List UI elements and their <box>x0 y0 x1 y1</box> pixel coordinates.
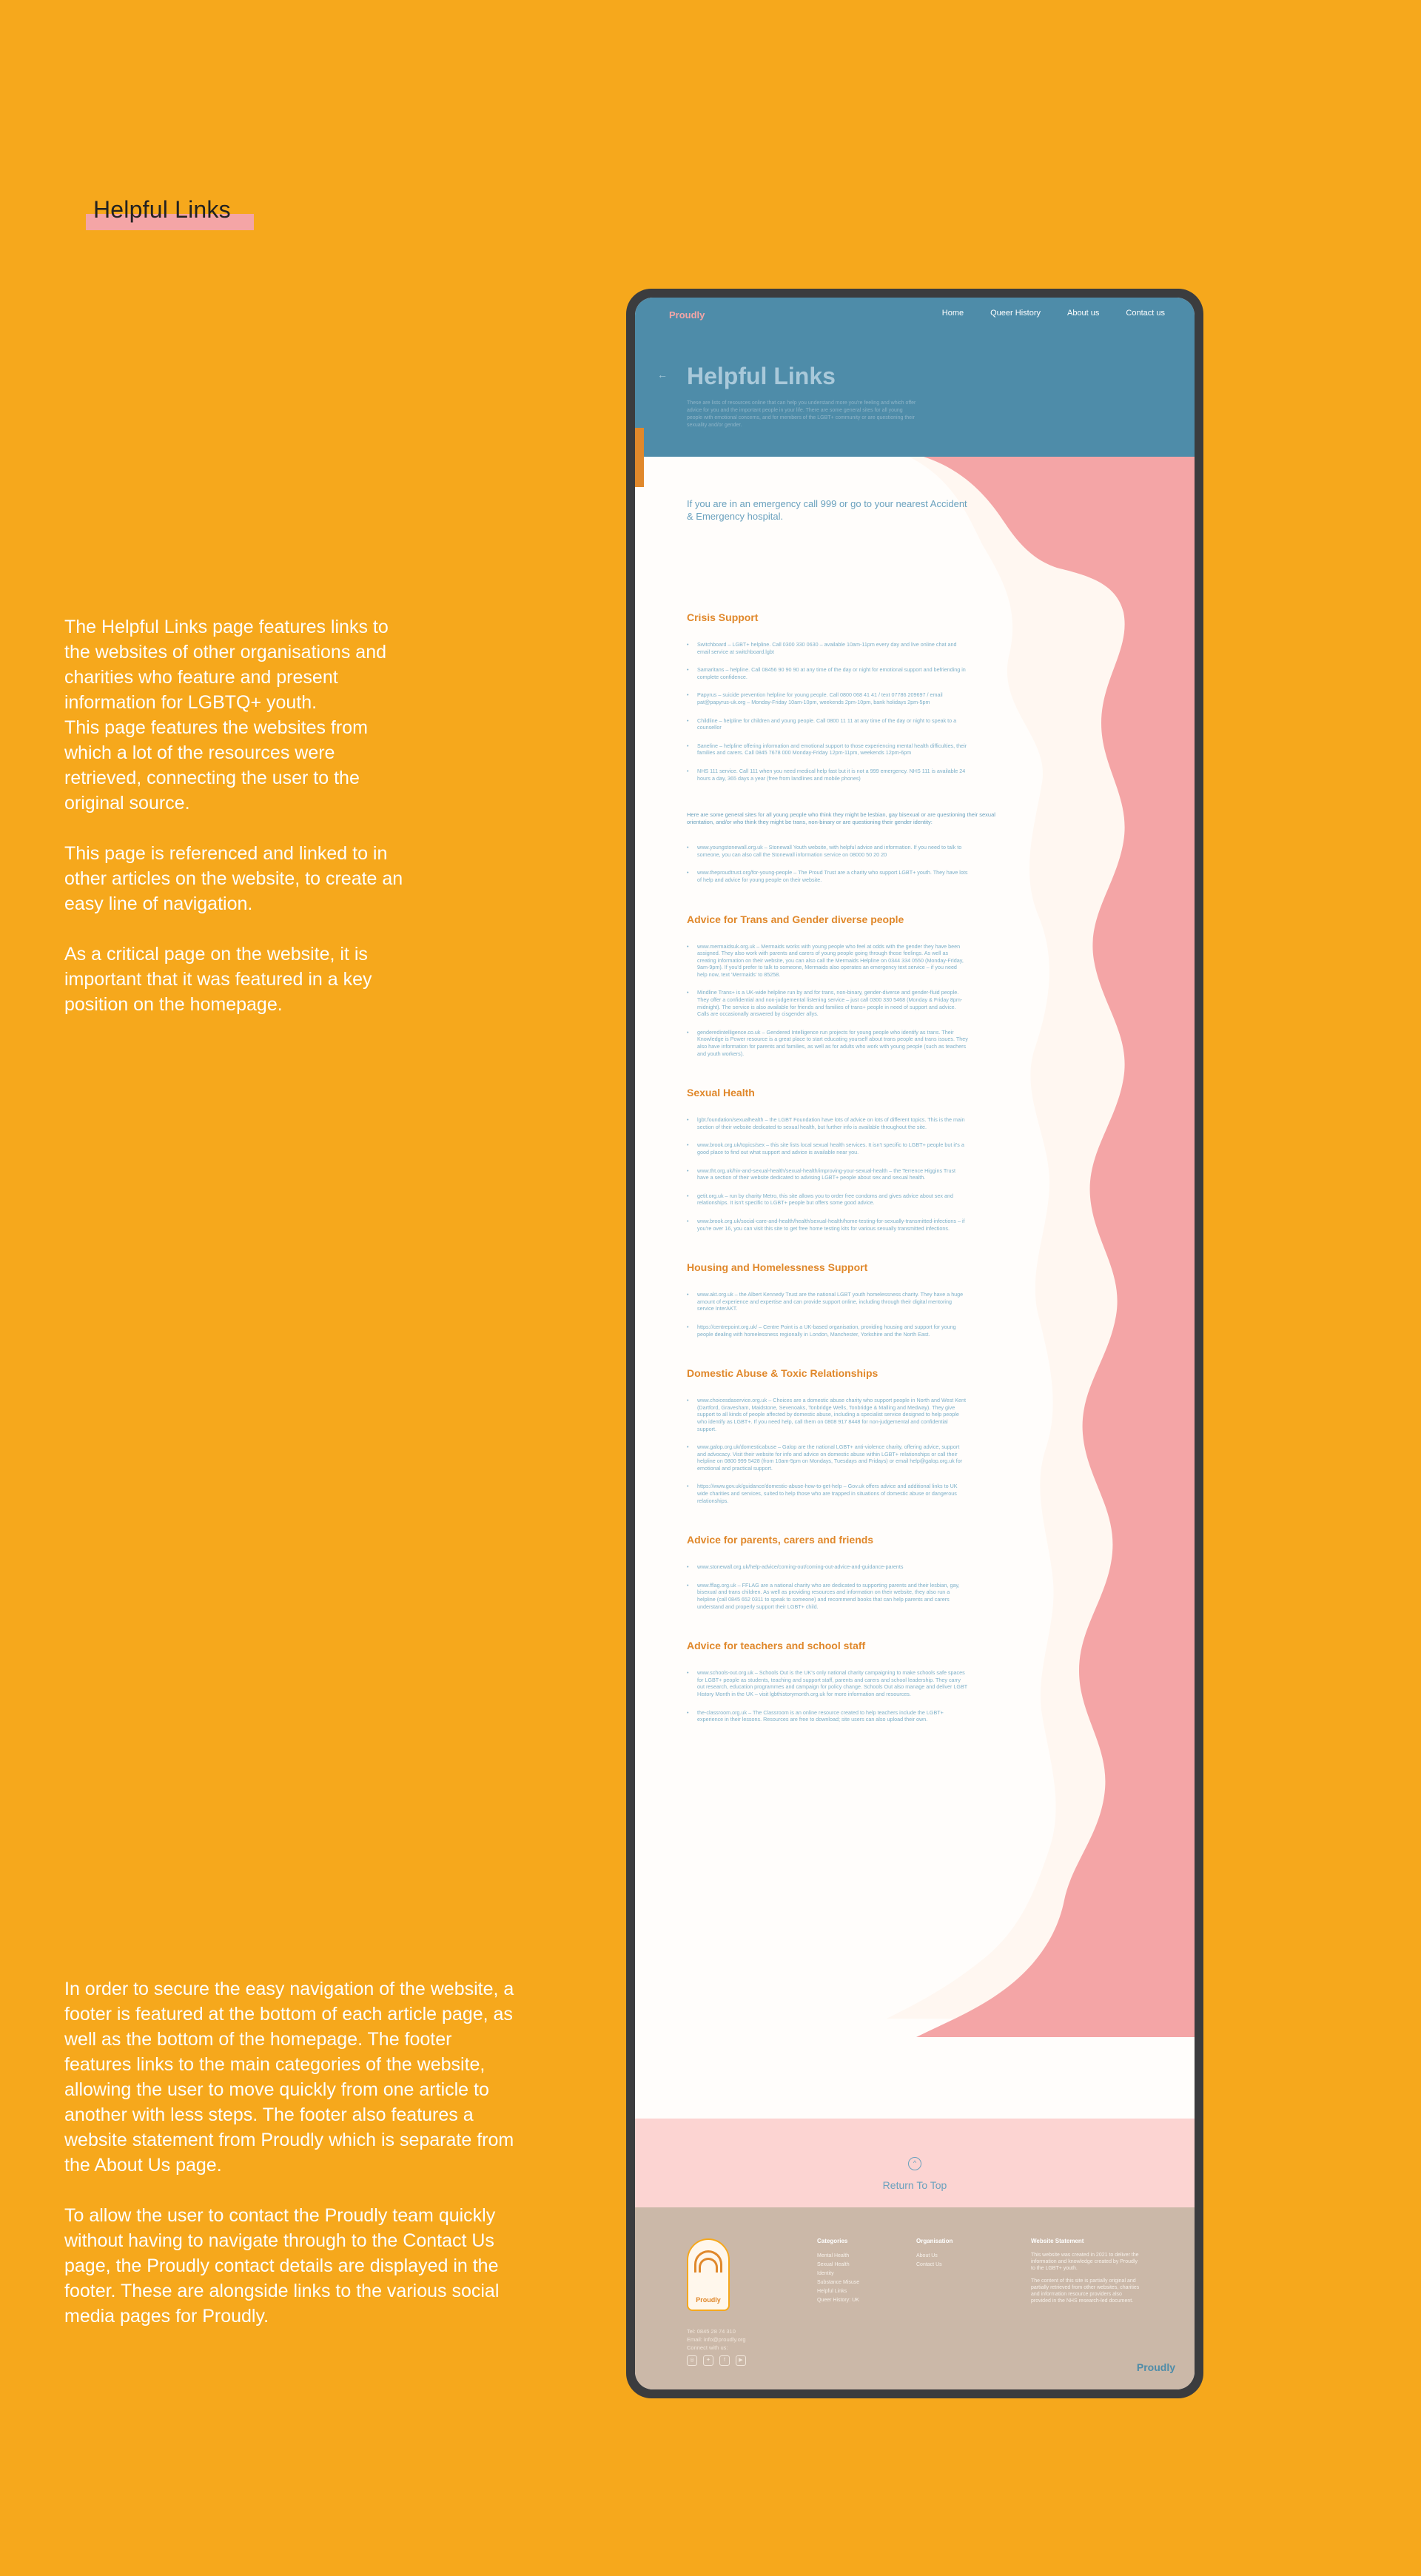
section-teachers <box>687 1640 1012 1723</box>
footer-email[interactable]: Email: info@proudly.org <box>687 2336 746 2343</box>
description-paragraph: As a critical page on the website, it is important that it was featured in a key position on the homepage. <box>64 944 372 1015</box>
device-frame <box>626 289 1203 2398</box>
list-item[interactable]: • https://www.gov.uk/guidance/domestic-abuse-how-to-get-help – Gov.uk offers advice and additional links to UK wide charities and services, suited to help those who are trapped in situations of domestic abuse or dangerous relationships. <box>687 1483 968 1504</box>
statement-text: The content of this site is partially original and partially retrieved from other websites, charities and information resource providers also provided in the NHS research-led document. <box>1031 2278 1140 2304</box>
footer-brand: Proudly <box>1136 2361 1175 2373</box>
youtube-icon[interactable]: ▶ <box>736 2355 746 2366</box>
footer-link[interactable]: Identity <box>817 2271 834 2276</box>
list-item[interactable]: • Papyrus – suicide prevention helpline for young people. Call 0800 068 41 41 / text 07786 209697 / email pat@papyrus-uk.org – Monday-Friday 10am-10pm, weekends 2pm-10pm, bank holidays 2pm-5pm <box>687 691 968 705</box>
link-list <box>687 1669 1012 1723</box>
footer-heading: Organisation <box>916 2238 953 2244</box>
list-item[interactable]: • NHS 111 service. Call 111 when you need medical help fast but it is not a 999 emergency. NHS 111 is available 24 hours a day, 365 days a year (free from landlines and mobile phones) <box>687 768 968 782</box>
footer-statement <box>1031 2237 1142 2310</box>
footer-link[interactable]: Contact Us <box>916 2262 942 2267</box>
list-item[interactable]: • Saneline – helpline offering information and emotional support to those experiencing mental health difficulties, their families and carers. Call 0845 7678 000 Monday-Friday 12pm-11pm, weekends 12pm-6pm <box>687 742 968 757</box>
section-housing <box>687 1261 1012 1338</box>
list-item[interactable]: • genderedintelligence.co.uk – Gendered Intelligence run projects for young people who identify as trans. Their Knowledge is Power resource is a great place to start educating yourself about trans people and trans issues. They also have information for parents and families, as well as for adults who work with young people (such as teachers and youth workers). <box>687 1029 968 1057</box>
list-item[interactable]: • www.stonewall.org.uk/help-advice/coming-out/coming-out-advice-and-guidance-parents <box>687 1563 968 1571</box>
footer-link[interactable]: Queer History: UK <box>817 2298 859 2303</box>
footer-connect-label: Connect with us: <box>687 2344 728 2351</box>
description-paragraph: In order to secure the easy navigation of the website, a footer is featured at the bottom of each article page, as well as the bottom of the homepage. The footer features links to the main categories of the website, allowing the user to move quickly from one article to another with less steps. The footer also features a website statement from Proudly which is separate from the About Us page. <box>64 1979 514 2176</box>
social-links <box>687 2355 746 2366</box>
presentation-title-block <box>86 196 231 224</box>
list-item[interactable]: • www.brook.org.uk/social-care-and-health/health/sexual-health/home-testing-for-sexually-transmitted-infections – if you're over 16, you can visit this site to get free home testing kits for various sexually transmitted infections. <box>687 1218 968 1232</box>
link-list <box>687 844 1012 883</box>
list-item[interactable]: • www.fflag.org.uk – FFLAG are a national charity who are dedicated to supporting parents and their lesbian, gay, bisexual and trans children. As well as providing resources and information on their website, they also run a helpline (call 0845 652 0311 to speak to someone) and recommend books that can help parents and carers understand and properly support their LGBT+ child. <box>687 1582 968 1610</box>
footer-link[interactable]: Sexual Health <box>817 2262 850 2267</box>
footer-heading: Categories <box>817 2238 848 2244</box>
list-item[interactable]: • Samaritans – helpline. Call 08456 90 90 90 at any time of the day or night for emotional support and befriending in complete confidence. <box>687 666 968 680</box>
description-paragraph: To allow the user to contact the Proudly team quickly without having to navigate through to the Contact Us page, the Proudly contact details are displayed in the footer. These are alongside links to the various social media pages for Proudly. <box>64 2205 500 2327</box>
list-item[interactable]: • www.mermaidsuk.org.uk – Mermaids works with young people who feel at odds with the gender they have been assigned. They also work with parents and carers of young people going through those feelings. As well as creating information on their website, you can also call the Mermaids Helpline on 0344 334 0550 (Monday-Friday, 9am-9pm). If you'd prefer to talk to someone, Mermaids also operates an emergency text service – if you need help now, text 'Mermaids' to 85258. <box>687 943 968 979</box>
footer-link[interactable]: About Us <box>916 2253 938 2258</box>
footer-categories <box>817 2237 859 2305</box>
section-heading: Advice for teachers and school staff <box>687 1640 866 1652</box>
footer-heading: Website Statement <box>1031 2238 1084 2244</box>
logo-arc <box>699 2258 718 2273</box>
footer-link[interactable]: Helpful Links <box>817 2289 847 2294</box>
footer-phone[interactable]: Tel: 0845 28 74 310 <box>687 2328 736 2335</box>
facebook-icon[interactable]: f <box>719 2355 730 2366</box>
main-nav <box>942 309 1165 318</box>
section-intro: Here are some general sites for all young people who think they might be lesbian, gay bisexual or are questioning their sexual orientation, and/or who think they might be trans, non-binary or are questioning their gender identity: <box>687 811 995 826</box>
link-list <box>687 1116 1012 1232</box>
list-item[interactable]: • Switchboard – LGBT+ helpline. Call 0300 330 0630 – available 10am-11pm every day and live online chat and email service at switchboard.lgbt <box>687 641 968 655</box>
link-list <box>687 943 1012 1058</box>
link-list <box>687 1291 1012 1338</box>
section-trans-advice <box>687 913 1012 1058</box>
nav-queer-history[interactable]: Queer History <box>990 309 1041 318</box>
list-item[interactable]: • getit.org.uk – run by charity Metro, this site allows you to order free condoms and gives advice about sex and relationships. It isn't specific to LGBT+ people but offers some good advice. <box>687 1193 968 1207</box>
back-arrow-icon[interactable]: ← <box>657 369 668 380</box>
site-header <box>635 298 1195 457</box>
description-paragraph: The Helpful Links page features links to the websites of other organisations and charities who feature and present information for LGBTQ+ youth. This page features the websites from which a lot of the resources were retrieved, connecting the user to the original source. <box>64 617 389 814</box>
footer-organisation <box>916 2237 953 2270</box>
list-item[interactable]: • the-classroom.org.uk – The Classroom is an online resource created to help teachers include the LGBT+ experience in their lessons. Resources are free to download; site users can also upload their own. <box>687 1709 968 1723</box>
list-item[interactable]: • lgbt.foundation/sexualhealth – the LGBT Foundation have lots of advice on lots of different topics. This is the main section of their website dedicated to sexual health, but further info is available throughout the site. <box>687 1116 968 1130</box>
section-domestic-abuse <box>687 1367 1012 1504</box>
footer-logo[interactable] <box>687 2238 730 2311</box>
list-item[interactable]: • Mindline Trans+ is a UK-wide helpline run by and for trans, non-binary, gender-diverse and gender-fluid people. They offer a confidential and non-judgemental listening service – just call 0300 330 5468 (Monday & Friday 8pm-midnight). The service is also available for friends and families of trans+ people in need of support and advice. Calls are occasionally answered by cisgender allys. <box>687 989 968 1017</box>
section-heading: Domestic Abuse & Toxic Relationships <box>687 1367 879 1380</box>
section-heading: Advice for parents, carers and friends <box>687 1534 874 1546</box>
chevron-up-icon[interactable]: ^ <box>908 2157 921 2170</box>
statement-text: This website was created in 2021 to deliver the information and knowledge created by Proudly to the LGBT+ youth. <box>1031 2253 1139 2271</box>
section-heading: Sexual Health <box>687 1087 755 1099</box>
twitter-icon[interactable]: ✦ <box>703 2355 713 2366</box>
link-list <box>687 1397 1012 1504</box>
device-screen <box>635 298 1195 2389</box>
footer-logo-label: Proudly <box>696 2296 721 2304</box>
list-item[interactable]: • www.youngstonewall.org.uk – Stonewall Youth website, with helpful advice and information. If you need to talk to someone, you can also call the Stonewall information service on 08000 50 20 20 <box>687 844 968 858</box>
description-bottom <box>64 1976 538 2329</box>
section-heading: Advice for Trans and Gender diverse people <box>687 913 904 925</box>
site-footer <box>635 2207 1195 2389</box>
nav-about-us[interactable]: About us <box>1066 309 1100 318</box>
hero-title: Helpful Links <box>687 363 836 389</box>
presentation-title: Helpful Links <box>93 196 231 223</box>
return-to-top-band[interactable] <box>635 2119 1195 2207</box>
site-logo[interactable]: Proudly <box>669 309 705 321</box>
section-heading: Crisis Support <box>687 611 759 623</box>
section-sexual-health <box>687 1087 1012 1232</box>
emergency-notice: If you are in an emergency call 999 or go to your nearest Accident & Emergency hospital. <box>687 498 967 522</box>
list-item[interactable]: • https://centrepoint.org.uk/ – Centre Point is a UK-based organisation, providing housing and support for young people dealing with homelessness regionally in London, Manchester, Yorkshire and the North East. <box>687 1324 968 1338</box>
return-to-top-button[interactable]: Return To Top <box>882 2179 947 2191</box>
list-item[interactable]: • Childline – helpline for children and young people. Call 0800 11 11 at any time of the day or night to speak to a counsellor <box>687 717 968 731</box>
nav-home[interactable]: Home <box>941 309 964 318</box>
nav-contact-us[interactable]: Contact us <box>1126 309 1165 318</box>
section-heading: Housing and Homelessness Support <box>687 1261 868 1274</box>
list-item[interactable]: • www.akt.org.uk – the Albert Kennedy Trust are the national LGBT youth homelessness charity. They have a huge amount of experience and expertise and can provide support online, including through their digital mentoring service InterAKT. <box>687 1291 968 1312</box>
link-list <box>687 641 1012 782</box>
list-item[interactable]: • www.galop.org.uk/domesticabuse – Galop are the national LGBT+ anti-violence charity, offering advice, support and advocacy. Visit their website for info and advice on domestic abuse within LGBT+ relationships or call their helpline on 0800 999 5428 (from 10am-5pm on Mondays, Tuesdays and Fridays) or email help@galop.org.uk for emotional and practical support. <box>687 1443 968 1472</box>
description-paragraph: This page is referenced and linked to in other articles on the website, to create an easy line of navigation. <box>64 843 403 914</box>
footer-link[interactable]: Substance Misuse <box>817 2280 860 2285</box>
list-item[interactable]: • www.theproudtrust.org/for-young-people – The Proud Trust are a charity who support LGBT+ youth. They have lots of help and advice for young people on their website. <box>687 869 968 883</box>
list-item[interactable]: • www.tht.org.uk/hiv-and-sexual-health/sexual-health/improving-your-sexual-health – the Terrence Higgins Trust have a section of their website dedicated to advising LGBT+ people about sex and sexual health. <box>687 1167 968 1181</box>
list-item[interactable]: • www.choicesdaservice.org.uk – Choices are a domestic abuse charity who support people in North and West Kent (Dartford, Gravesham, Maidstone, Sevenoaks, Tonbridge Wells, Tonbridge & Malling and Medway). They give support to all kinds of people affected by domestic abuse, including a specialist service designed to help people who identify as LGBT+. If you need help, call them on 0808 917 8448 for non-judgemental and confidential support. <box>687 1397 968 1432</box>
link-list <box>687 1563 1012 1610</box>
section-crisis-support <box>687 611 1012 884</box>
section-parents <box>687 1534 1012 1610</box>
instagram-icon[interactable]: ◎ <box>687 2355 697 2366</box>
description-top <box>64 614 420 1017</box>
footer-contact <box>687 2327 746 2352</box>
footer-link[interactable]: Mental Health <box>817 2253 850 2258</box>
list-item[interactable]: • www.brook.org.uk/topics/sex – this site lists local sexual health services. It isn't specific to LGBT+ people but it's a good place to find out what support and advice is available near you. <box>687 1141 968 1155</box>
article-content <box>687 497 1012 1753</box>
list-item[interactable]: • www.schools-out.org.uk – Schools Out is the UK's only national charity campaigning to make schools safe spaces for LGBT+ people as students, teaching and support staff, parents and carers and school leadership. They carry out research, education programmes and campaign for policy change. Schools Out also manage and deliver LGBT History Month in the UK – visit lgbthistorymonth.org.uk for more information and resources. <box>687 1669 968 1697</box>
hero-description: These are lists of resources online that can help you understand more you're feeling and which offer advice for you and the important people in your life. There are some general sites for all young people with emotional concerns, and for members of the LGBT+ community or are questioning their sexuality and/or gender. <box>687 400 916 428</box>
